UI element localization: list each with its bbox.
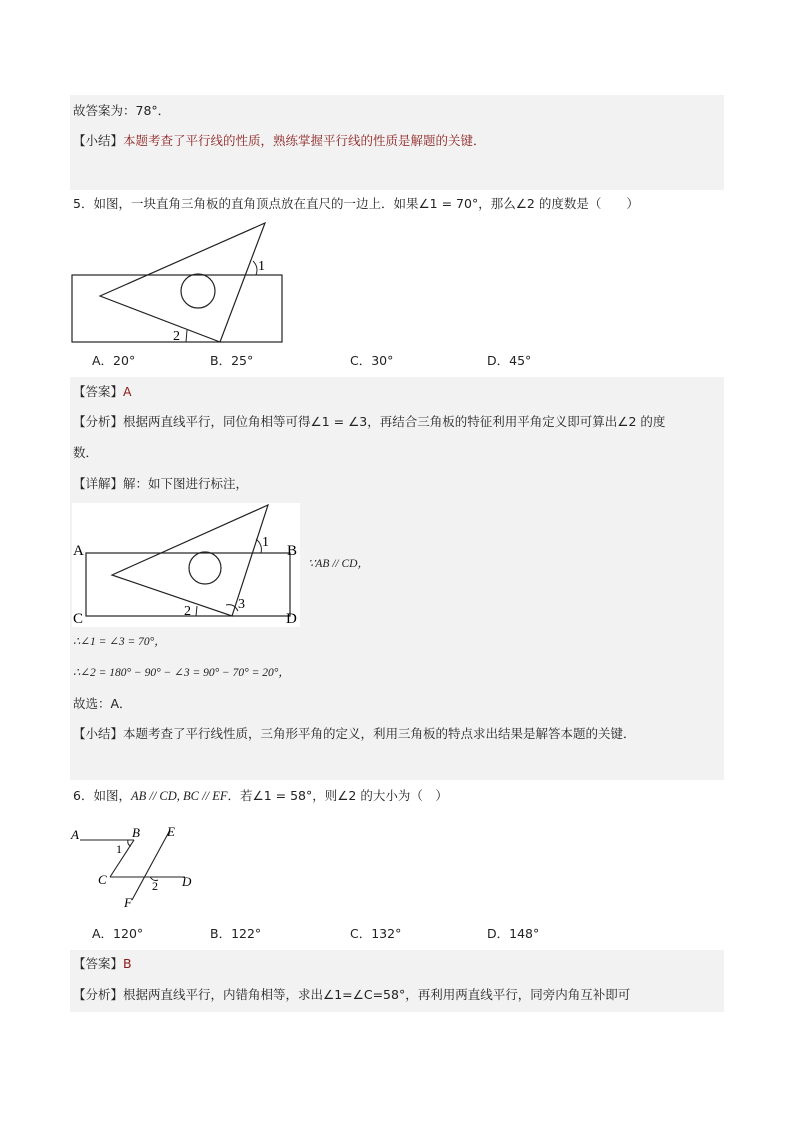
q6-choice-b[interactable]: B．122°	[210, 926, 262, 941]
q5-because: ∵AB // CD，	[308, 558, 369, 570]
q6-choice-c[interactable]: C．132°	[350, 926, 402, 941]
q6-figure	[70, 822, 200, 912]
prev-summary	[73, 132, 486, 150]
q5-figure	[70, 218, 285, 348]
q6-choice-a[interactable]: A．120°	[92, 926, 144, 941]
fig-label-F: F	[124, 895, 132, 910]
fig2-label-B: B	[287, 543, 298, 559]
summary-text: 本题考查了平行线的性质，熟练掌握平行线的性质是解题的关键．	[123, 133, 486, 148]
fig2-label-C: C	[73, 611, 84, 627]
fig2-label-2: 2	[184, 604, 191, 619]
q5-analysis-line1	[73, 413, 665, 431]
fig-label-2: 2	[173, 329, 180, 344]
q6-answer	[73, 955, 132, 973]
detail-text: 解：如下图进行标注，	[123, 476, 249, 491]
q5-step1: ∴∠1 = ∠3 = 70°，	[73, 636, 166, 648]
fig-label-B: B	[132, 825, 140, 840]
fig-label-1: 1	[116, 842, 122, 856]
fig-label-2: 2	[152, 879, 158, 893]
summary-tag: 【小结】	[73, 726, 124, 741]
fig2-label-D: D	[286, 611, 297, 627]
fig-label-E: E	[167, 824, 175, 839]
answer-tag: 【答案】	[73, 956, 124, 971]
fig2-label-1: 1	[262, 535, 269, 550]
q5-choice-b[interactable]: B．25°	[210, 353, 254, 368]
fig2-label-3: 3	[238, 597, 245, 612]
q6-stem-suffix: ．若∠1 = 58°，则∠2 的大小为（ ）	[227, 788, 448, 803]
analysis-tag: 【分析】	[73, 987, 124, 1002]
q6-analysis	[73, 986, 630, 1004]
fig-label-A: A	[71, 827, 79, 842]
q5-choice-d[interactable]: D．45°	[487, 353, 532, 368]
fig-label-D: D	[182, 874, 192, 889]
q5-choice-a[interactable]: A．20°	[92, 353, 136, 368]
q6-stem-math: AB // CD, BC // EF	[130, 789, 228, 803]
fig-label-C: C	[98, 872, 107, 887]
fig2-label-A: A	[73, 543, 84, 559]
analysis-text: 根据两直线平行，同位角相等可得∠1 = ∠3，再结合三角板的特征利用平角定义即可算出∠2 的度	[123, 414, 666, 429]
fig-label-1: 1	[258, 259, 265, 274]
answer-value: A	[123, 384, 132, 399]
prev-answer-line: 故答案为：78°．	[73, 103, 171, 118]
q6-choice-d[interactable]: D．148°	[487, 926, 540, 941]
analysis-tag: 【分析】	[73, 414, 124, 429]
q5-stem: 5．如图，一块直角三角板的直角顶点放在直尺的一边上．如果∠1 = 70°，那么∠2 的度数是（ ）	[73, 196, 639, 211]
answer-tag: 【答案】	[73, 384, 124, 399]
q5-analysis-line2: 数．	[73, 445, 99, 460]
summary-text: 本题考查了平行线性质，三角形平角的定义，利用三角板的特点求出结果是解答本题的关键．	[123, 726, 636, 741]
q5-detail	[73, 475, 248, 493]
answer-value: B	[123, 956, 132, 971]
q6-stem	[73, 787, 448, 805]
summary-tag: 【小结】	[73, 133, 124, 148]
q5-summary	[73, 725, 636, 743]
q6-stem-prefix: 6．如图，	[73, 788, 131, 803]
q5-choose: 故选：A．	[73, 696, 132, 711]
q5-choice-c[interactable]: C．30°	[350, 353, 394, 368]
q5-detail-figure	[72, 503, 300, 627]
analysis-text: 根据两直线平行，内错角相等，求出∠1=∠C=58°，再利用两直线平行，同旁内角互补即可	[123, 987, 631, 1002]
q5-step2: ∴∠2 = 180° − 90° − ∠3 = 90° − 70° = 20°，	[73, 667, 290, 679]
q5-answer	[73, 383, 132, 401]
detail-tag: 【详解】	[73, 476, 124, 491]
